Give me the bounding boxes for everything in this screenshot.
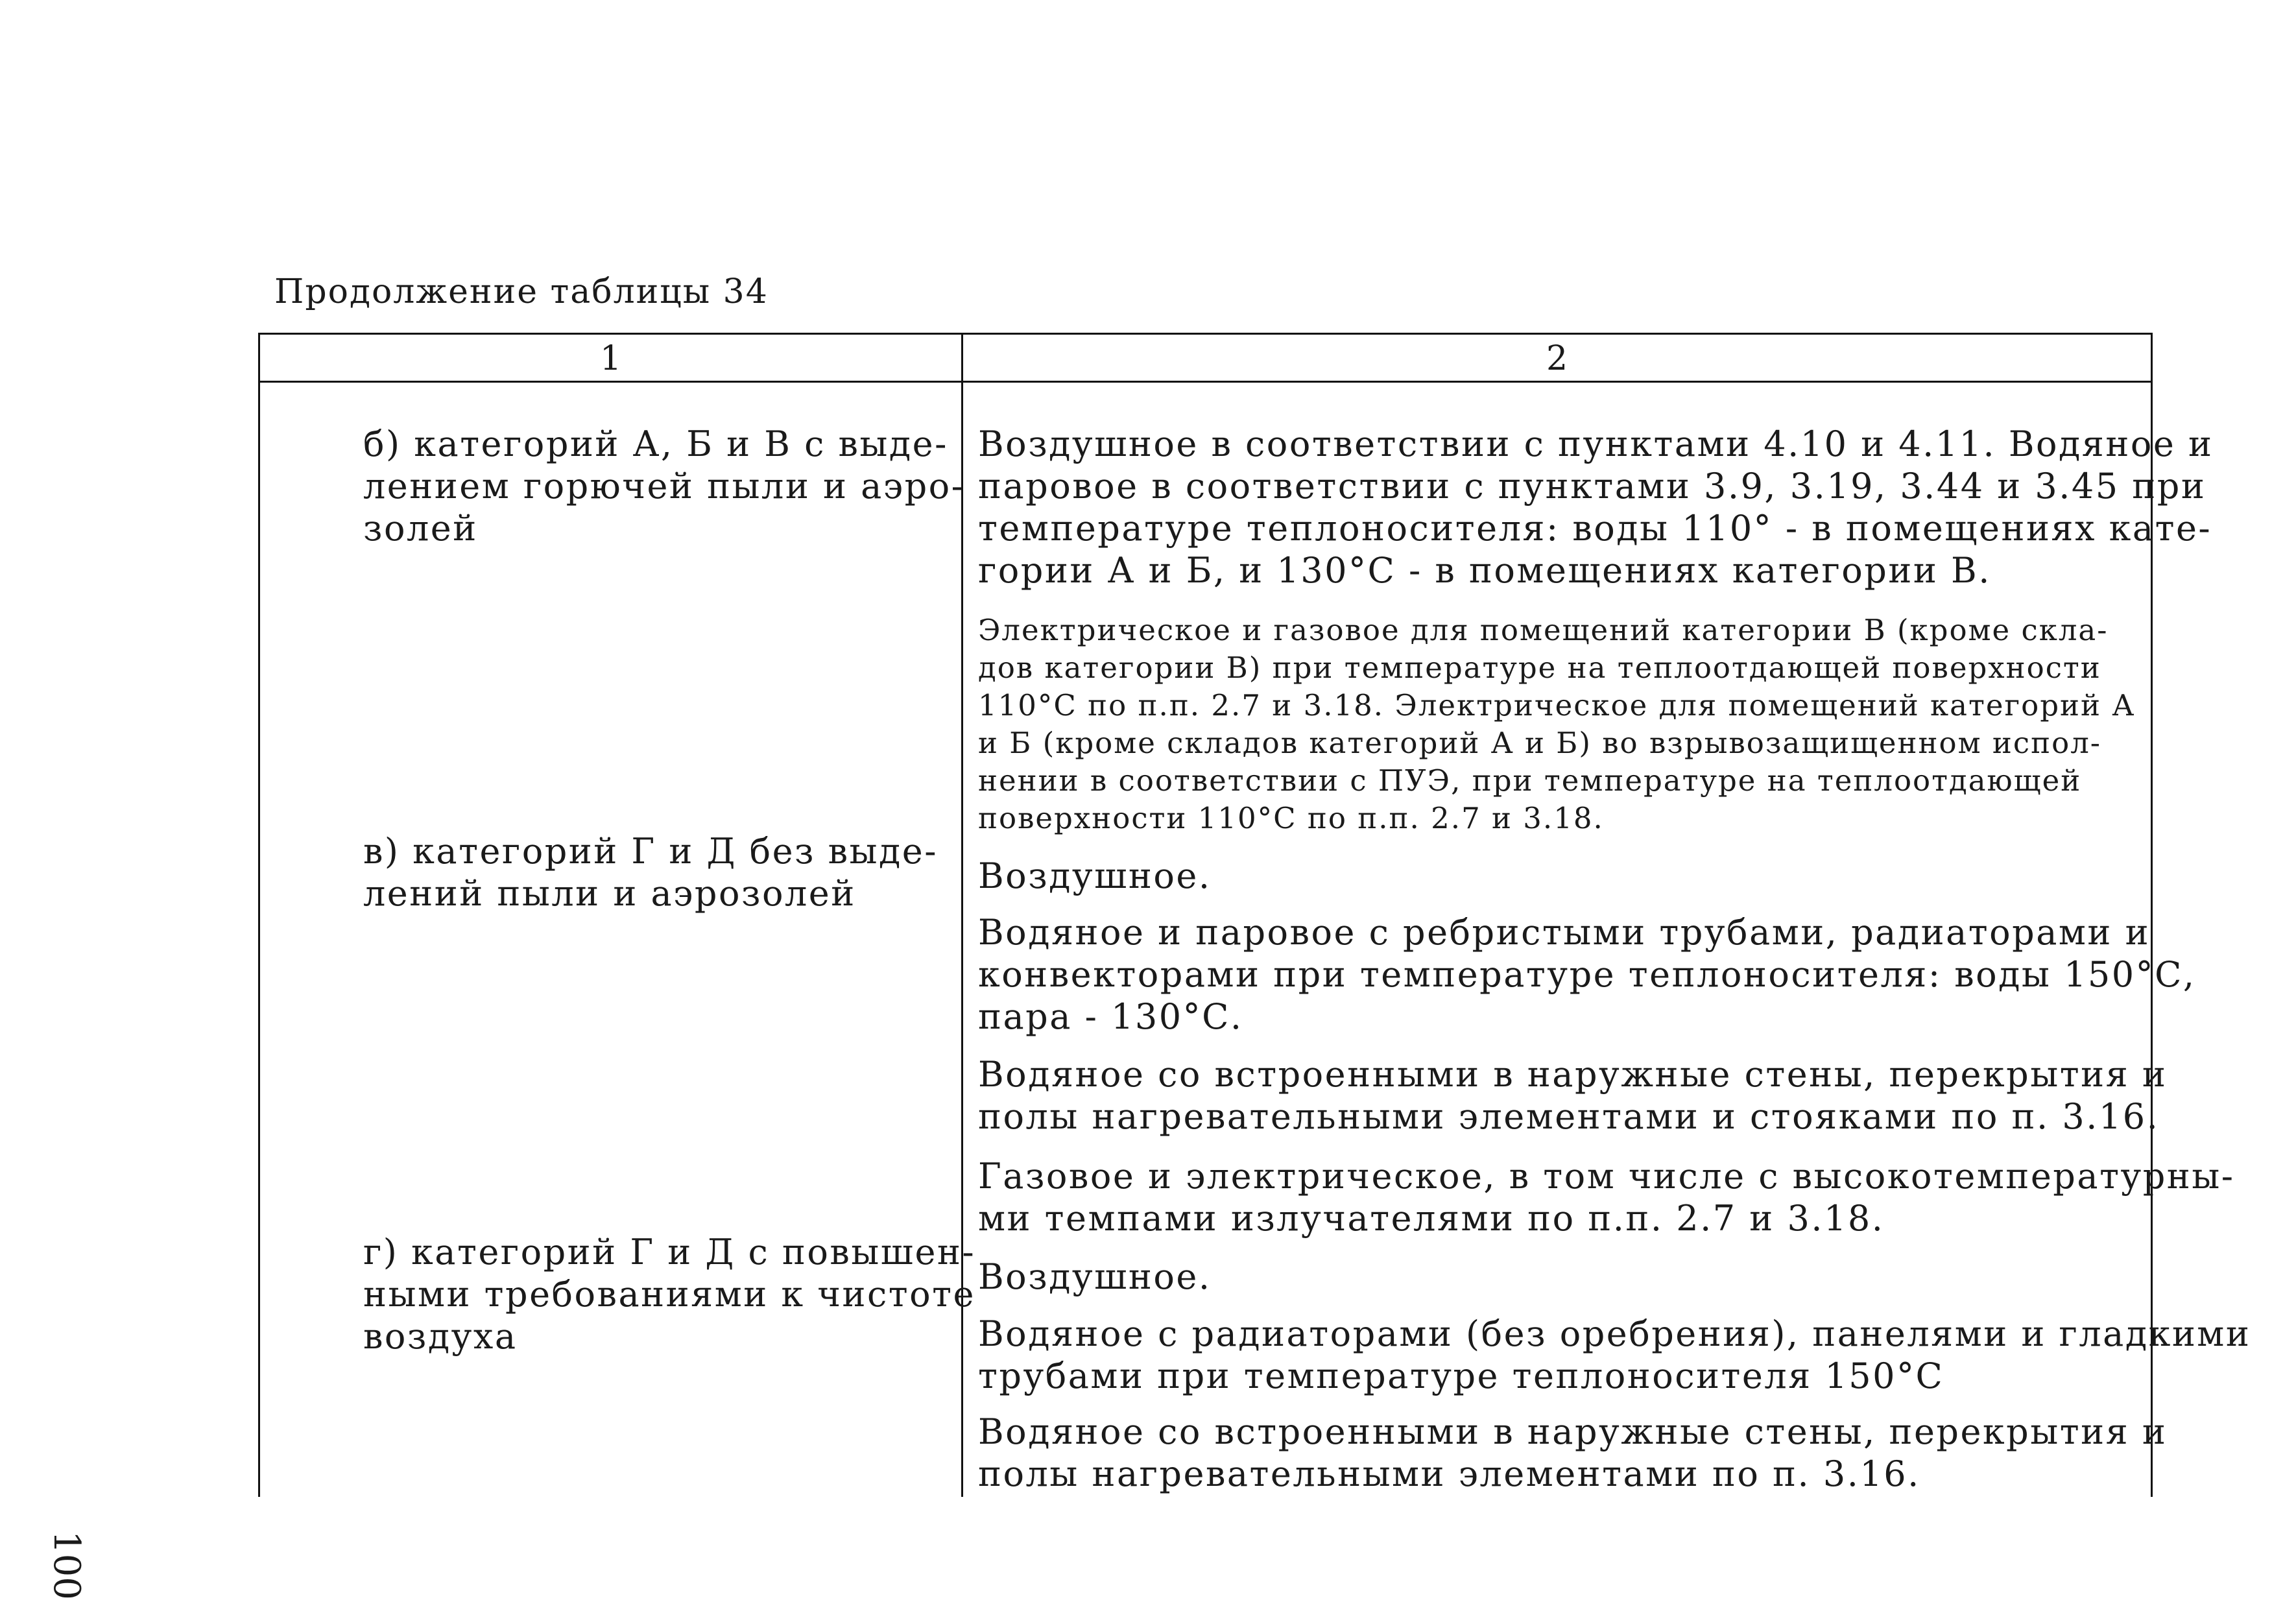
text-line: нении в соответствии с ПУЭ, при температуре на теплоотдающей (978, 763, 2082, 798)
right-cell-7 (978, 1313, 2251, 1397)
text-line: воздуха (363, 1316, 518, 1357)
text-line: конвекторами при температуре теплоносителя: воды 150°С, (978, 954, 2196, 995)
text-line: золей (363, 508, 478, 549)
text-line: Воздушное. (978, 1256, 1212, 1297)
text-line: ми темпами излучателями по п.п. 2.7 и 3.18. (978, 1198, 1885, 1239)
text-line: Водяное и паровое с ребристыми трубами, радиаторами и (978, 912, 2151, 953)
text-line: Газовое и электрическое, в том числе с высокотемпературны- (978, 1156, 2235, 1197)
text-line: Электрическое и газовое для помещений категории В (кроме скла- (978, 613, 2109, 647)
text-line: поверхности 110°С по п.п. 2.7 и 3.18. (978, 801, 1604, 835)
text-line: лений пыли и аэрозолей (363, 873, 856, 914)
text-line: трубами при температуре теплоносителя 150°С (978, 1355, 1944, 1396)
right-cell-1 (978, 612, 2135, 837)
text-line: Водяное со встроенными в наружные стены, перекрытия и (978, 1411, 2168, 1452)
text-line: полы нагревательными элементами и стояками по п. 3.16. (978, 1096, 2160, 1137)
right-cell-3 (978, 911, 2196, 1038)
right-cell-0 (978, 423, 2213, 591)
right-cell-2 (978, 855, 1212, 897)
left-cell-g (363, 1231, 975, 1357)
text-line: Воздушное. (978, 855, 1212, 896)
text-line: и Б (кроме складов категорий А и Б) во взрывозащищенном испол- (978, 726, 2102, 760)
text-line: Водяное со встроенными в наружные стены, перекрытия и (978, 1054, 2168, 1095)
table-left-border (258, 333, 260, 1497)
left-cell-b (363, 423, 964, 549)
text-line: температуре теплоносителя: воды 110° - в помещениях кате- (978, 508, 2212, 549)
text-line: паровое в соответствии с пунктами 3.9, 3.19, 3.44 и 3.45 при (978, 466, 2206, 507)
right-cell-4 (978, 1053, 2167, 1138)
text-line: г) категорий Г и Д с повышен- (363, 1232, 976, 1272)
text-line: гории А и Б, и 130°С - в помещениях категории В. (978, 550, 1991, 591)
table-caption: Продолжение таблицы 34 (274, 272, 769, 311)
text-line: дов категории В) при температуре на теплоотдающей поверхности (978, 651, 2101, 685)
column-1-header: 1 (599, 339, 622, 378)
text-line: Воздушное в соответствии с пунктами 4.10 и 4.11. Водяное и (978, 424, 2214, 464)
right-cell-8 (978, 1411, 2167, 1495)
table-top-border (258, 333, 2153, 335)
text-line: ными требованиями к чистоте (363, 1274, 975, 1315)
column-2-header: 2 (1546, 339, 1568, 378)
left-cell-v (363, 830, 938, 914)
right-cell-6 (978, 1256, 1212, 1298)
text-line: 110°С по п.п. 2.7 и 3.18. Электрическое для помещений категорий А (978, 688, 2136, 722)
text-line: б) категорий А, Б и В с выде- (363, 424, 948, 464)
text-line: пара - 130°С. (978, 996, 1243, 1037)
right-cell-5 (978, 1155, 2235, 1239)
page-number: 100 (45, 1531, 88, 1600)
text-line: полы нагревательными элементами по п. 3.16. (978, 1453, 1920, 1494)
text-line: Водяное с радиаторами (без оребрения), панелями и гладкими (978, 1313, 2251, 1354)
text-line: в) категорий Г и Д без выде- (363, 831, 938, 872)
text-line: лением горючей пыли и аэро- (363, 466, 965, 507)
